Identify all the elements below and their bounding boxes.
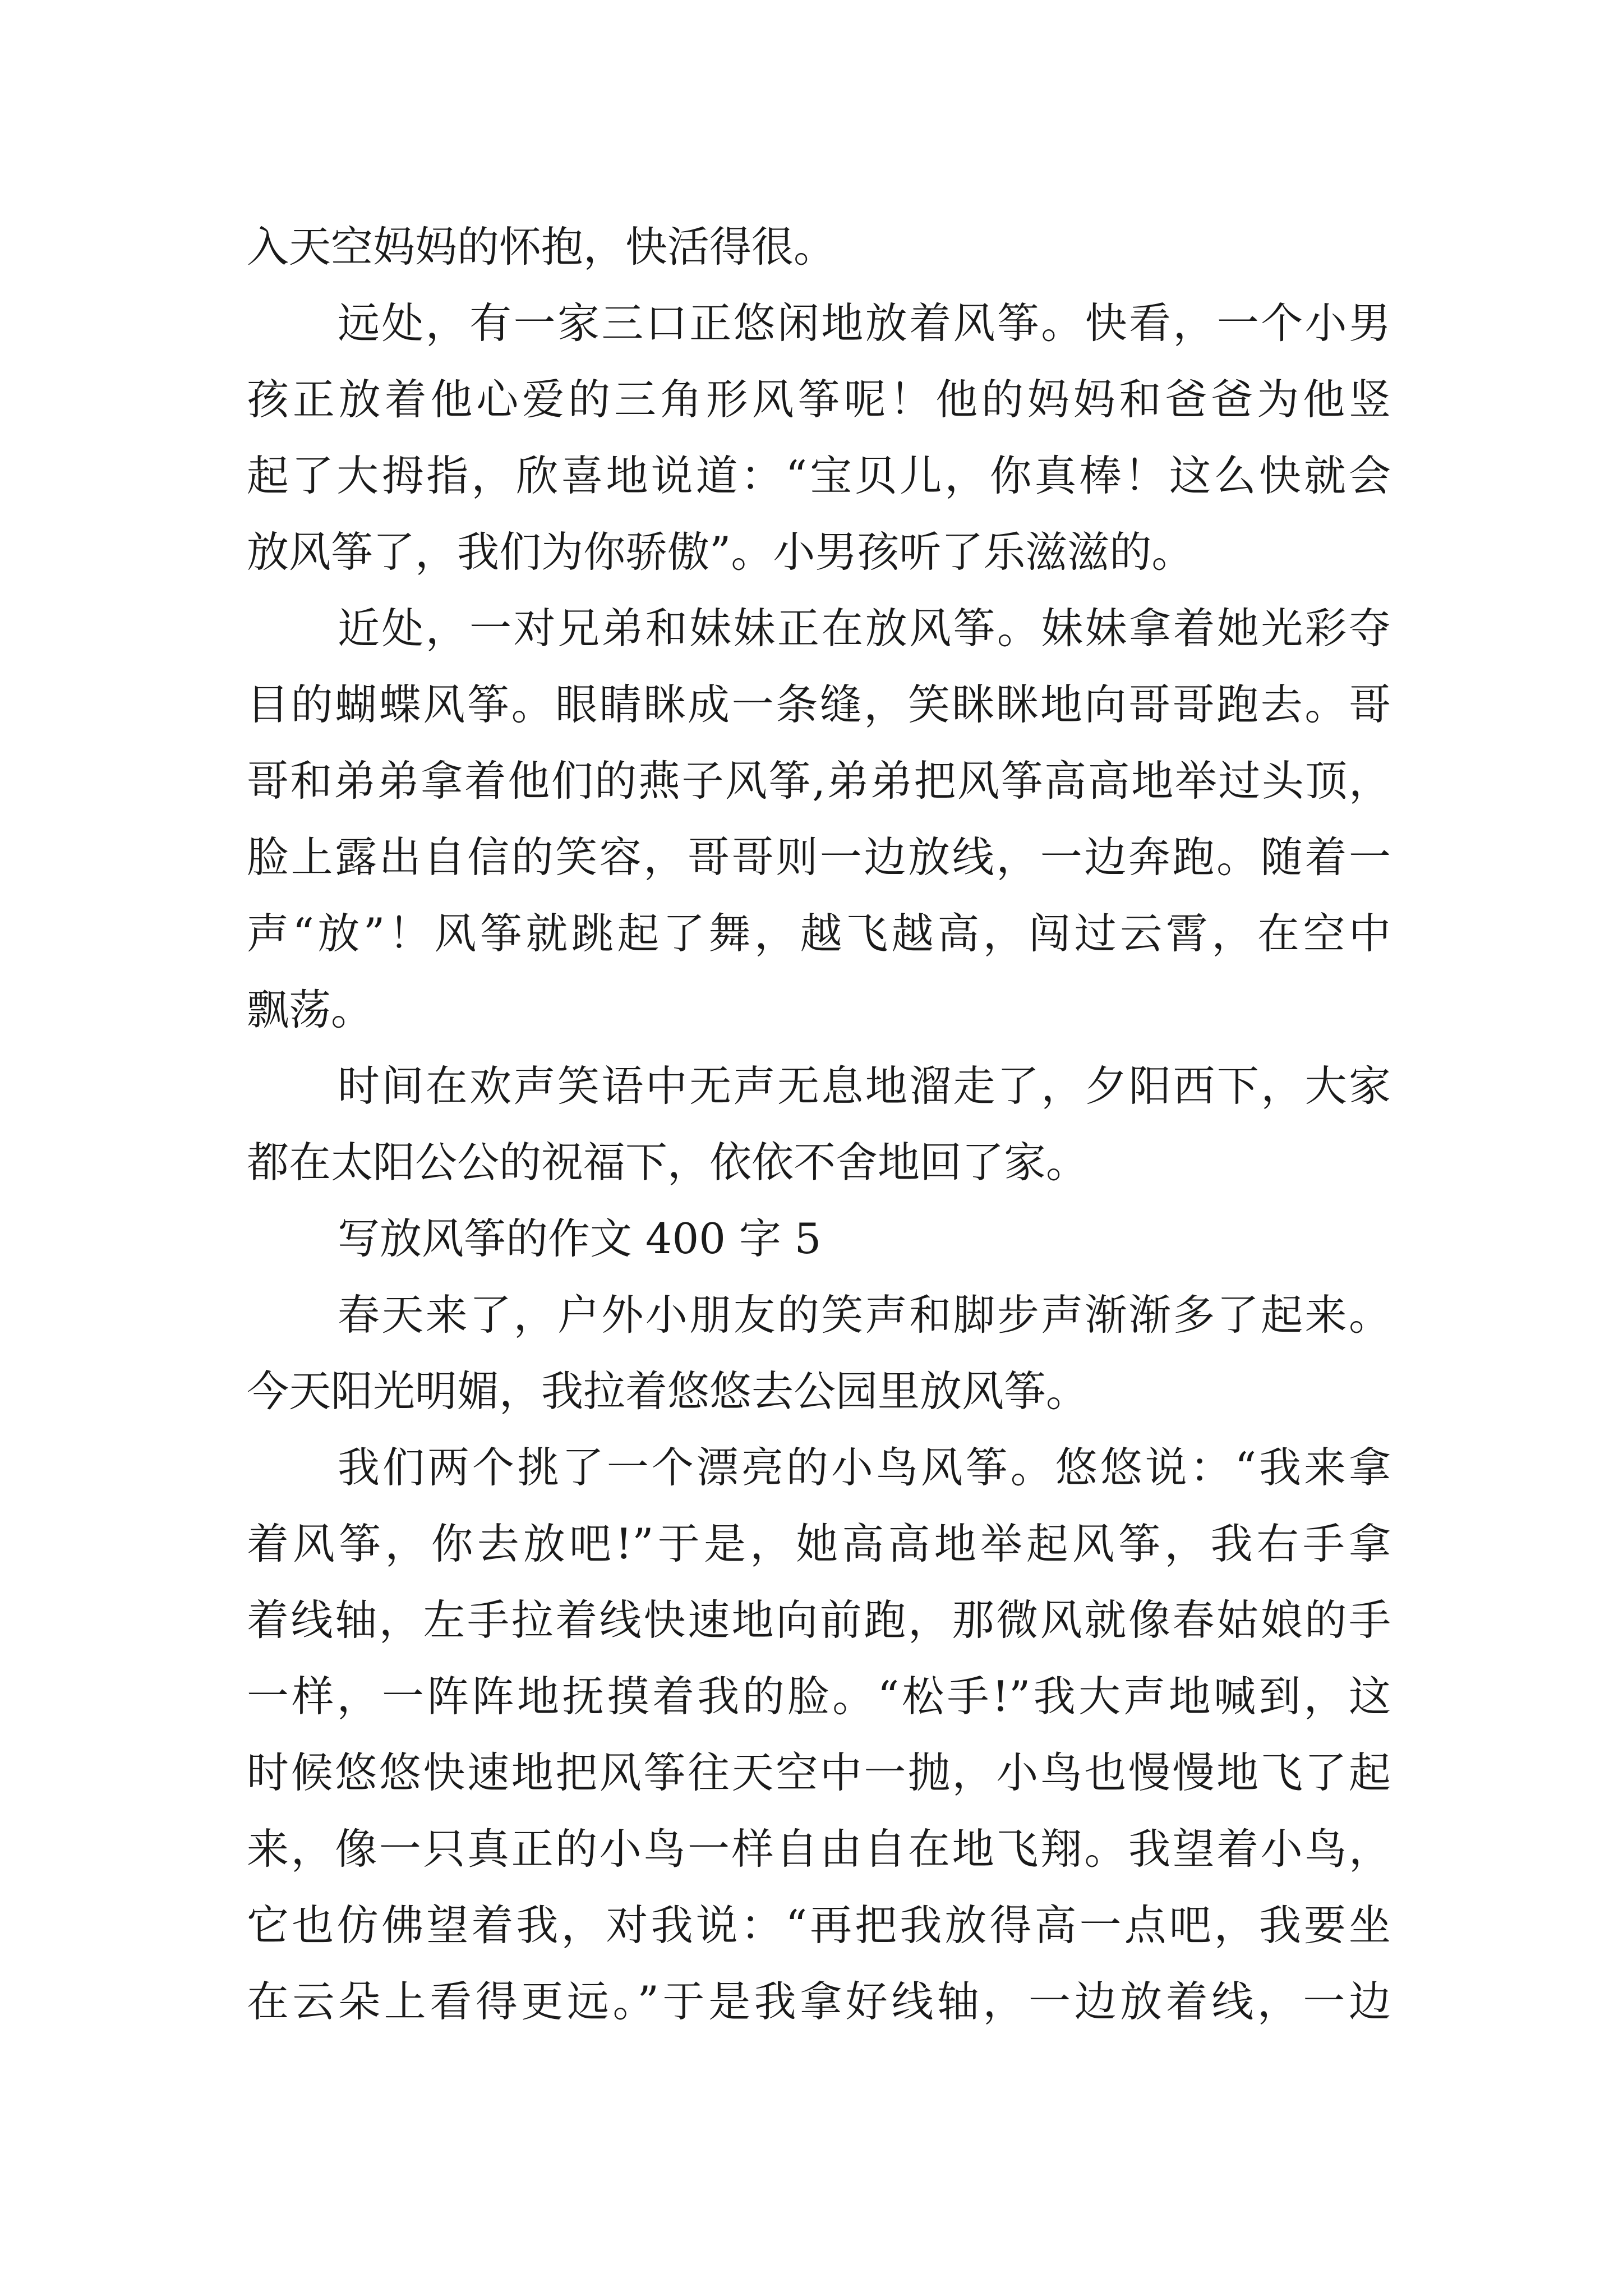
text-line: 放风筝了，我们为你骄傲”。小男孩听了乐滋滋的。 <box>247 527 1194 577</box>
text-line: 着线轴，左手拉着线快速地向前跑，那微风就像春姑娘的手 <box>247 1595 1391 1645</box>
text-line: 着风筝，你去放吧!”于是，她高高地举起风筝，我右手拿 <box>247 1519 1391 1568</box>
text-line: 今天阳光明媚，我拉着悠悠去公园里放风筝。 <box>247 1366 1089 1416</box>
text-line: 脸上露出自信的笑容，哥哥则一边放线，一边奔跑。随着一 <box>247 832 1391 882</box>
document-body <box>247 209 1391 2040</box>
text-line: 时间在欢声笑语中无声无息地溜走了，夕阳西下，大家 <box>338 1061 1391 1111</box>
text-line: 入天空妈妈的怀抱，快活得很。 <box>247 222 836 272</box>
text-line: 我们两个挑了一个漂亮的小鸟风筝。悠悠说：“我来拿 <box>338 1443 1391 1492</box>
text-line: 来，像一只真正的小鸟一样自由自在地飞翔。我望着小鸟， <box>247 1824 1391 1874</box>
text-line: 起了大拇指，欣喜地说道：“宝贝儿，你真棒！这么快就会 <box>247 451 1391 500</box>
text-line: 时候悠悠快速地把风筝往天空中一抛，小鸟也慢慢地飞了起 <box>247 1748 1391 1797</box>
text-line: 哥和弟弟拿着他们的燕子风筝,弟弟把风筝高高地举过头顶， <box>247 756 1391 806</box>
text-line: 目的蝴蝶风筝。眼睛眯成一条缝，笑眯眯地向哥哥跑去。哥 <box>247 680 1391 729</box>
text-line: 在云朵上看得更远。”于是我拿好线轴，一边放着线，一边 <box>247 1977 1391 2026</box>
text-line: 飘荡。 <box>247 985 374 1034</box>
text-line: 声“放”！风筝就跳起了舞，越飞越高，闯过云霄，在空中 <box>247 909 1391 958</box>
text-line: 它也仿佛望着我，对我说：“再把我放得高一点吧，我要坐 <box>247 1901 1391 1950</box>
section-heading: 写放风筝的作文 400 字 5 <box>338 1214 822 1263</box>
text-line: 近处，一对兄弟和妹妹正在放风筝。妹妹拿着她光彩夺 <box>338 604 1391 653</box>
text-line: 一样，一阵阵地抚摸着我的脸。“松手!”我大声地喊到，这 <box>247 1672 1391 1721</box>
text-line: 远处，有一家三口正悠闲地放着风筝。快看，一个小男 <box>338 298 1391 348</box>
text-line: 孩正放着他心爱的三角形风筝呢！他的妈妈和爸爸为他竖 <box>247 375 1391 424</box>
text-line: 都在太阳公公的祝福下，依依不舍地回了家。 <box>247 1138 1089 1187</box>
text-line: 春天来了，户外小朋友的笑声和脚步声渐渐多了起来。 <box>338 1290 1391 1340</box>
